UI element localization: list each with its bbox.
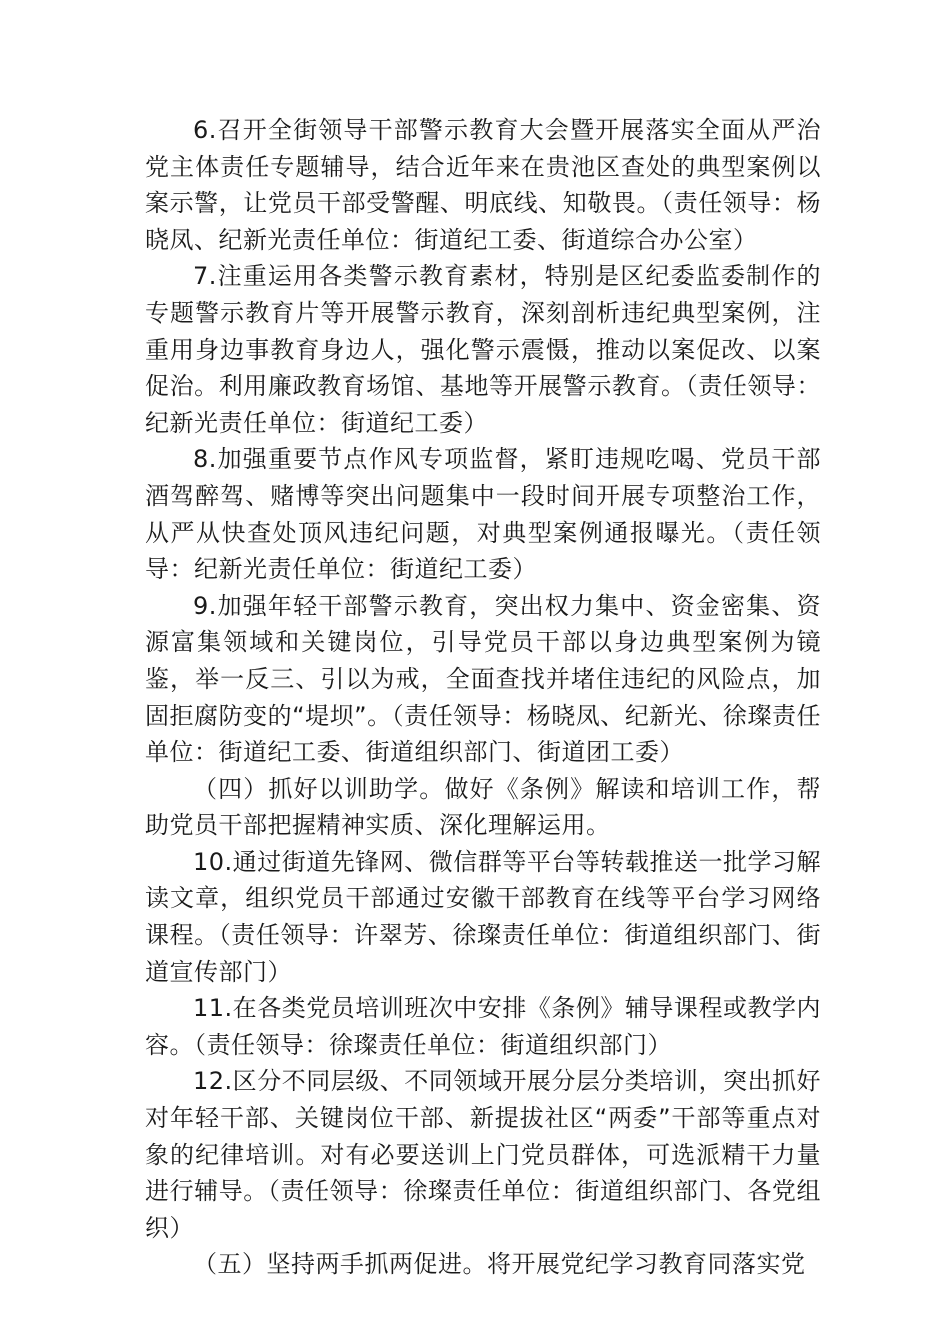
paragraph-item-6: 6.召开全街领导干部警示教育大会暨开展落实全面从严治党主体责任专题辅导，结合近年来在贵池区查处的典型案例以案示警，让党员干部受警醒、明底线、知敬畏。（责任领导：杨晓凤、纪新光责任单位：街道纪工委、街道综合办公室） [145, 116, 821, 254]
section-heading-4: （四）抓好以训助学。做好《条例》解读和培训工作，帮助党员干部把握精神实质、深化理解运用。 [145, 774, 821, 840]
paragraph-item-10: 10.通过街道先锋网、微信群等平台等转载推送一批学习解读文章，组织党员干部通过安徽干部教育在线等平台学习网络课程。（责任领导：许翠芳、徐璨责任单位：街道组织部门、街道宣传部门） [145, 847, 821, 986]
paragraph-item-12: 12.区分不同层级、不同领域开展分层分类培训，突出抓好对年轻干部、关键岗位干部、新提拔社区“两委”干部等重点对象的纪律培训。对有必要送训上门党员群体，可选派精干力量进行辅导。（责任领导：徐璨责任单位：街道组织部门、各党组织） [145, 1067, 821, 1242]
paragraph-item-7: 7.注重运用各类警示教育素材，特别是区纪委监委制作的专题警示教育片等开展警示教育，深刻剖析违纪典型案例，注重用身边事教育身边人，强化警示震慑，推动以案促改、以案促治。利用廉政教育场馆、基地等开展警示教育。（责任领导：纪新光责任单位：街道纪工委） [145, 262, 821, 437]
section-heading-5: （五）坚持两手抓两促进。将开展党纪学习教育同落实党 [193, 1250, 806, 1279]
paragraph-item-8: 8.加强重要节点作风专项监督，紧盯违规吃喝、党员干部酒驾醉驾、赌博等突出问题集中一段时间开展专项整治工作，从严从快查处顶风违纪问题，对典型案例通报曝光。（责任领导：纪新光责任单位：街道纪工委） [145, 445, 821, 584]
paragraph-item-9: 9.加强年轻干部警示教育，突出权力集中、资金密集、资源富集领域和关键岗位，引导党员干部以身边典型案例为镜鉴，举一反三、引以为戒，全面查找并堵住违纪的风险点，加固拒腐防变的“堤坝”。（责任领导：杨晓凤、纪新光、徐璨责任单位：街道纪工委、街道组织部门、街道团工委） [145, 591, 821, 767]
document-body [145, 112, 821, 1283]
paragraph-item-11: 11.在各类党员培训班次中安排《条例》辅导课程或教学内容。（责任领导：徐璨责任单位：街道组织部门） [145, 994, 821, 1059]
